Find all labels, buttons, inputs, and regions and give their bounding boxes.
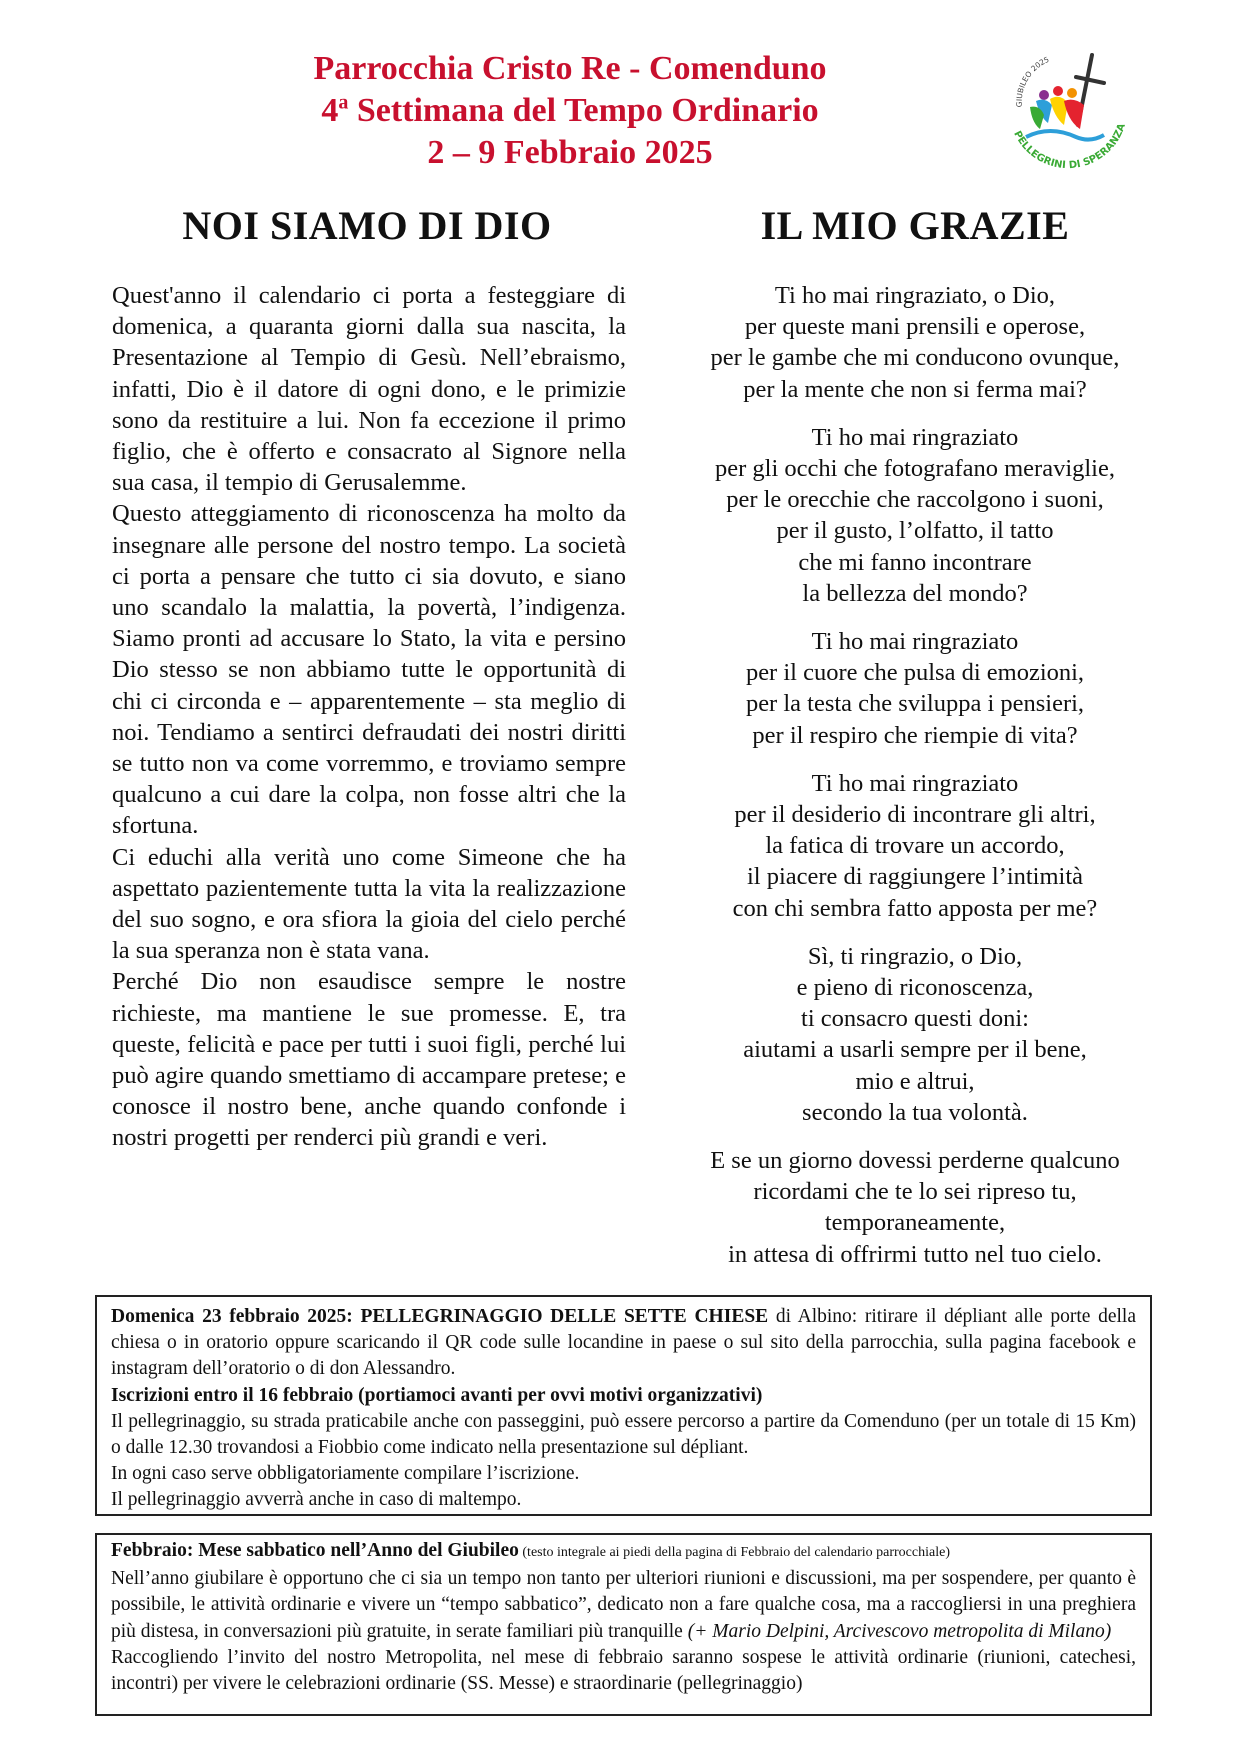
pilgrimage-route: Il pellegrinaggio, su strada praticabile anche con passeggini, può essere percorso a partire da Comenduno (per un totale di 15 Km) o dalle 12.30 trovandosi a Fiobbio come indicato nella presentazione sul dépliant. xyxy=(111,1410,1136,1459)
poem-line: aiutami a usarli sempre per il bene, xyxy=(743,1036,1087,1064)
jubilee-logo xyxy=(1000,45,1130,175)
logo-arc-bottom-text: PELLEGRINI DI SPERANZA xyxy=(1011,122,1128,172)
poem-line: per il cuore che pulsa di emozioni, xyxy=(745,659,1085,687)
poem-line: il piacere di raggiungere l’intimità xyxy=(746,863,1084,891)
poem-line: per il desiderio di incontrare gli altri, xyxy=(734,801,1096,829)
poem-line: Ti ho mai ringraziato xyxy=(811,769,1019,797)
pilgrimage-date: Domenica 23 febbraio 2025: PELLEGRINAGGIO DELLE SETTE CHIESE xyxy=(111,1306,769,1327)
poem-line: per queste mani prensili e operose, xyxy=(744,313,1086,341)
poem-line: mio e altrui, xyxy=(855,1067,975,1095)
sabbatical-title-note: (testo integrale ai piedi della pagina di Febbraio del calendario parrocchiale) xyxy=(518,1545,950,1560)
article-paragraph: Questo atteggiamento di riconoscenza ha molto da insegnare alle persone del nostro tempo. La società ci porta a pensare che tutto ci sia dovuto, e siano uno scandalo la malattia, la povertà, l’indigenza. Siamo pronti ad accusare lo Stato, la vita e persino Dio stesso se non abbiamo tutte le opportunità di chi ci circonda e – apparentemente – sta meglio di noi. Tendiamo a sentirci defraudati dei nostri diritti se tutto non va come vorremmo, e troviamo sempre qualcuno a cui dare la colpa, non fosse altri che la sfortuna. xyxy=(112,500,626,840)
poem-stanza xyxy=(670,941,1160,1128)
pilgrimage-notice xyxy=(95,1295,1152,1516)
poem-stanza xyxy=(670,768,1160,924)
poem-line: che mi fanno incontrare xyxy=(798,548,1032,576)
poem-line: secondo la tua volontà. xyxy=(802,1098,1028,1126)
left-article-title: NOI SIAMO DI DIO xyxy=(182,203,552,248)
poem-line: per la testa che sviluppa i pensieri, xyxy=(745,690,1085,718)
poem-line: per il respiro che riempie di vita? xyxy=(752,721,1078,749)
poem-line: E se un giorno dovessi perderne qualcuno xyxy=(710,1147,1120,1175)
sabbatical-notice xyxy=(95,1533,1152,1716)
pilgrimage-intro: di Albino: ritirare il dépliant alle porte della chiesa o in oratorio oppure scaricando il QR code sulle locandine in paese o sul sito della parrocchia, sulla pagina facebook e instagram dell’oratorio o di don Alessandro. xyxy=(111,1306,1136,1380)
poem-stanza xyxy=(670,626,1160,751)
poem-line: per il gusto, l’olfatto, il tatto xyxy=(776,517,1054,545)
poem-line: per la mente che non si ferma mai? xyxy=(743,375,1087,403)
poem-line: Ti ho mai ringraziato xyxy=(811,628,1019,656)
pilgrim-figures-icon xyxy=(1026,86,1104,140)
parish-header xyxy=(240,48,900,174)
sabbatical-body: Nell’anno giubilare è opportuno che ci sia un tempo non tanto per ulteriori riunioni e discussioni, ma per sospendere, per quanto è possibile, le attività ordinarie e vivere un “tempo sabbatico”, dedicato non a fare qualche cosa, ma a raccogliersi in una preghiera più distesa, in conversazioni più gratuite, in serate familiari più tranquille xyxy=(111,1568,1136,1642)
article-paragraph: Ci educhi alla verità uno come Simeone che ha aspettato pazientemente tutta la vita la realizzazione del suo sogno, e ora sfiora la gioia del cielo perché la sua speranza non è stata vana. xyxy=(112,843,626,965)
poem-stanza xyxy=(670,280,1160,405)
poem-line: per gli occhi che fotografano meraviglie, xyxy=(715,455,1115,483)
poem-stanza xyxy=(670,1145,1160,1270)
poem-line: ricordami che te lo sei ripreso tu, xyxy=(753,1178,1077,1206)
sabbatical-closing: Raccogliendo l’invito del nostro Metropolita, nel mese di febbraio saranno sospese le attività ordinarie (riunioni, catechesi, incontri) per vivere le celebrazioni ordinarie (SS. Messe) e straordinarie (pellegrinaggio) xyxy=(111,1646,1136,1695)
week-title: 4$^a$ Settimana del Tempo Ordinario xyxy=(321,91,819,129)
poem-line: Sì, ti ringrazio, o Dio, xyxy=(807,942,1023,970)
left-article-body xyxy=(112,280,626,1154)
poem-line: con chi sembra fatto apposta per me? xyxy=(732,894,1098,922)
poem-stanza xyxy=(670,422,1160,609)
poem-line: e pieno di riconoscenza, xyxy=(796,974,1034,1002)
poem-line: in attesa di offrirmi tutto nel tuo cielo. xyxy=(728,1240,1102,1268)
sabbatical-signature: (+ Mario Delpini, Arcivescovo metropolita di Milano) xyxy=(687,1620,1112,1642)
article-paragraph: Perché Dio non esaudisce sempre le nostre richieste, ma mantiene le sue promesse. E, tra queste, felicità e pace per tutti i suoi figli, perché lui può agire quando smettiamo di accampare pretese; e conosce il nostro bene, anche quando confonde i nostri progetti per renderci più grandi e veri. xyxy=(112,968,626,1152)
poem-line: per le orecchie che raccolgono i suoni, xyxy=(726,486,1104,514)
poem-title: IL MIO GRAZIE xyxy=(760,203,1070,248)
poem-line: la fatica di trovare un accordo, xyxy=(765,832,1065,860)
weather-note: Il pellegrinaggio avverrà anche in caso di maltempo. xyxy=(111,1489,522,1511)
poem-body xyxy=(670,280,1160,1287)
logo-arc-top-text: GIUBILEO 2025 xyxy=(1014,54,1051,108)
poem-line: Ti ho mai ringraziato, o Dio, xyxy=(774,282,1056,309)
registration-deadline: Iscrizioni entro il 16 febbraio (portiamoci avanti per ovvi motivi organizzativi) xyxy=(111,1384,763,1406)
parish-name: Parrocchia Cristo Re - Comenduno xyxy=(313,50,827,87)
poem-line: per le gambe che mi conducono ovunque, xyxy=(710,344,1120,372)
poem-line: ti consacro questi doni: xyxy=(801,1005,1029,1033)
poem-line: temporaneamente, xyxy=(824,1209,1006,1237)
date-range: 2 – 9 Febbraio 2025 xyxy=(427,134,713,171)
sabbatical-title: Febbraio: Mese sabbatico nell’Anno del Giubileo xyxy=(111,1540,519,1561)
poem-line: Ti ho mai ringraziato xyxy=(811,423,1019,451)
article-paragraph: Quest'anno il calendario ci porta a festeggiare di domenica, a quaranta giorni dalla sua nascita, la Presentazione al Tempio di Gesù. Nell’ebraismo, infatti, Dio è il datore di ogni dono, e le primizie sono da restituire a lui. Non fa eccezione il primo figlio, che è offerto e consacrato al Signore nella sua casa, il tempio di Gerusalemme. xyxy=(112,282,626,497)
poem-line: la bellezza del mondo? xyxy=(802,579,1028,607)
registration-mandatory: In ogni caso serve obbligatoriamente compilare l’iscrizione. xyxy=(111,1463,580,1485)
